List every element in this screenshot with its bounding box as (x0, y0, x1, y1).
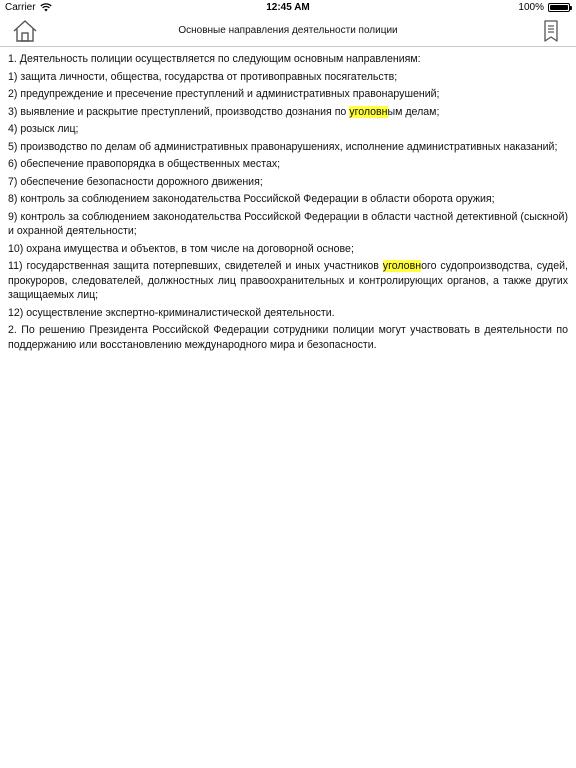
battery-nub (570, 6, 572, 10)
status-right (518, 2, 570, 13)
paragraph: 10) охрана имущества и объектов, в том числе на договорной основе; (8, 242, 354, 255)
navigation-bar (0, 16, 576, 47)
text-segment: ым делам; (387, 105, 440, 118)
home-icon (12, 19, 38, 43)
paragraph: 7) обеспечение безопасности дорожного движения; (8, 175, 263, 188)
battery-percent: 100% (518, 2, 544, 13)
status-bar (0, 0, 576, 16)
status-time: 12:45 AM (266, 2, 310, 13)
paragraph: 4) розыск лиц; (8, 123, 79, 135)
battery-icon (548, 3, 570, 12)
bookmark-button[interactable] (538, 18, 564, 44)
paragraph: 8) контроль за соблюдением законодательства Российской Федерации в области оборота оружия; (8, 193, 495, 205)
paragraph: 1. Деятельность полиции осуществляется по следующим основным направлениям: (8, 53, 421, 65)
paragraph: 6) обеспечение правопорядка в общественных местах; (8, 158, 281, 170)
paragraph: 12) осуществление экспертно-криминалистической деятельности. (8, 306, 335, 319)
page-title: Основные направления деятельности полиции (178, 25, 398, 36)
paragraph: 2. По решению Президента Российской Федерации сотрудники полиции могут участвовать в деятельности по поддержанию или восстановлению международного мира и безопасности. (8, 324, 568, 351)
paragraph: 5) производство по делам об административных правонарушениях, исполнение административных наказаний; (8, 140, 558, 153)
text-segment: 3) выявление и раскрытие преступлений, производство дознания по (8, 105, 350, 118)
paragraph (8, 259, 568, 303)
text-segment: ого судопроизводства, судей, прокуроров, следователей, должностных лиц правоохранительных и контролирующих органов, а также других защищаемых лиц; (8, 260, 568, 301)
bookmark-icon (542, 19, 560, 43)
paragraph (8, 105, 568, 120)
search-highlight: уголовн (382, 260, 422, 272)
text-segment: 11) государственная защита потерпевших, свидетелей и иных участников (8, 260, 383, 272)
search-highlight: уголовн (349, 105, 388, 118)
paragraph: 9) контроль за соблюдением законодательства Российской Федерации в области частной детективной (сыскной) и охранной деятельности; (8, 210, 568, 237)
paragraph: 1) защита личности, общества, государства от противоправных посягательств; (8, 70, 398, 83)
paragraph: 2) предупреждение и пресечение преступлений и административных правонарушений; (8, 88, 440, 100)
article-text (8, 52, 568, 355)
battery-fill (550, 5, 568, 10)
home-button[interactable] (10, 16, 40, 46)
carrier-label: Carrier (5, 2, 36, 13)
